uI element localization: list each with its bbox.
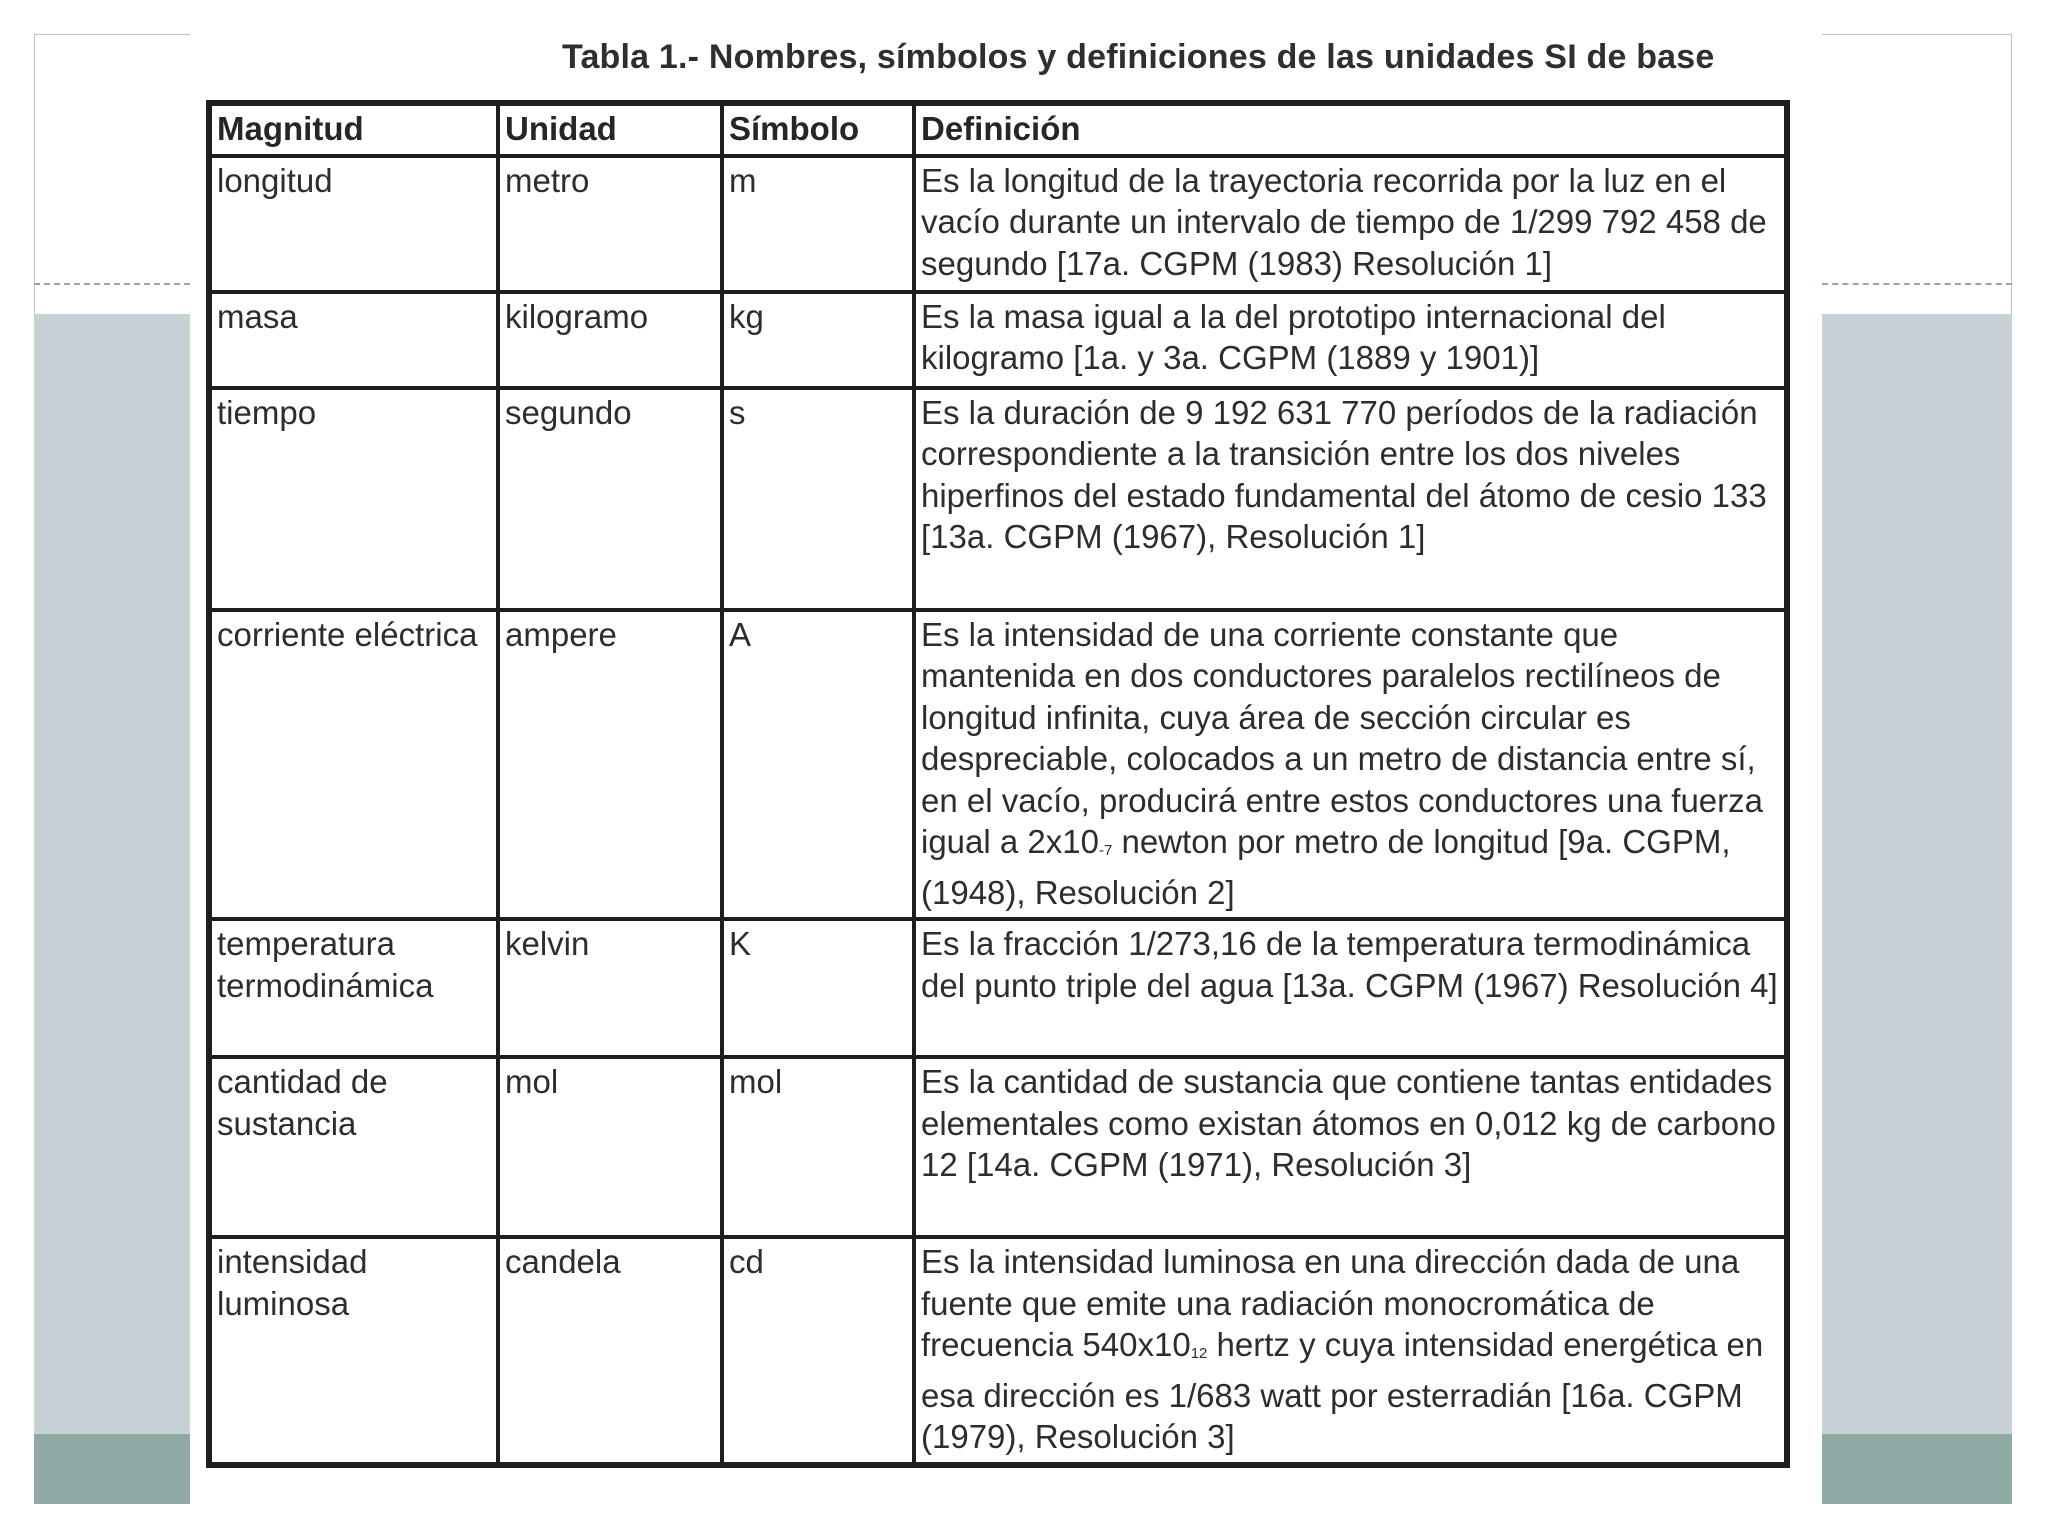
cell-unidad: segundo	[498, 388, 722, 610]
cell-definicion: Es la fracción 1/273,16 de la temperatura termodinámica del punto triple del agua [13a. CGPM (1967) Resolución 4]	[914, 919, 1787, 1057]
cell-unidad: metro	[498, 156, 722, 292]
exponent: 12	[1190, 1345, 1208, 1362]
cell-magnitud: intensidad luminosa	[209, 1237, 498, 1465]
exponent: -7	[1098, 842, 1113, 859]
table-row	[209, 919, 1787, 1057]
definicion-text: Es la intensidad luminosa en una dirección dada de una fuente que emite una radiación monocromática de frecuencia 540x10	[921, 1243, 1740, 1363]
table-header-row	[209, 103, 1787, 156]
cell-definicion	[914, 610, 1787, 920]
dashed-divider-left	[34, 283, 190, 285]
cell-magnitud: tiempo	[209, 388, 498, 610]
cell-simbolo: s	[722, 388, 914, 610]
si-units-table	[206, 100, 1790, 1468]
definicion-text-cont: newton por metro de longitud [9a. CGPM, (1948), Resolución 2]	[921, 823, 1731, 911]
cell-simbolo: kg	[722, 292, 914, 388]
header-definicion: Definición	[914, 103, 1787, 156]
table-row	[209, 292, 1787, 388]
table-image	[190, 20, 1822, 1520]
dashed-divider-right	[1822, 283, 2012, 285]
cell-simbolo: A	[722, 610, 914, 920]
header-simbolo: Símbolo	[722, 103, 914, 156]
cell-simbolo: mol	[722, 1057, 914, 1237]
cell-simbolo: m	[722, 156, 914, 292]
table-row	[209, 1057, 1787, 1237]
header-magnitud: Magnitud	[209, 103, 498, 156]
cell-definicion	[914, 1237, 1787, 1465]
definicion-text: Es la intensidad de una corriente constante que mantenida en dos conductores paralelos rectilíneos de longitud infinita, cuya área de sección circular es despreciable, colocados a un metro de distancia entre sí, en el vacío, producirá entre estos conductores una fuerza igual a 2x10	[921, 615, 1763, 860]
cell-unidad: mol	[498, 1057, 722, 1237]
cell-unidad: ampere	[498, 610, 722, 920]
cell-magnitud: longitud	[209, 156, 498, 292]
definicion-text-cont: hertz y cuya intensidad energética en esa dirección es 1/683 watt por esterradián [16a. CGPM (1979), Resolución 3]	[921, 1326, 1764, 1455]
table-row	[209, 388, 1787, 610]
cell-unidad: kelvin	[498, 919, 722, 1057]
cell-definicion: Es la duración de 9 192 631 770 períodos de la radiación correspondiente a la transición entre los dos niveles hiperfinos del estado fundamental del átomo de cesio 133 [13a. CGPM (1967), Resolución 1]	[914, 388, 1787, 610]
cell-magnitud: temperatura termodinámica	[209, 919, 498, 1057]
table-row	[209, 1237, 1787, 1465]
cell-magnitud: cantidad de sustancia	[209, 1057, 498, 1237]
cell-simbolo: K	[722, 919, 914, 1057]
table-row	[209, 610, 1787, 920]
cell-definicion: Es la masa igual a la del prototipo internacional del kilogramo [1a. y 3a. CGPM (1889 y 1901)]	[914, 292, 1787, 388]
header-unidad: Unidad	[498, 103, 722, 156]
table-title: Tabla 1.- Nombres, símbolos y definiciones de las unidades SI de base	[562, 38, 1715, 76]
cell-unidad: candela	[498, 1237, 722, 1465]
cell-simbolo: cd	[722, 1237, 914, 1465]
cell-unidad: kilogramo	[498, 292, 722, 388]
cell-magnitud: corriente eléctrica	[209, 610, 498, 920]
table-row	[209, 156, 1787, 292]
cell-definicion: Es la longitud de la trayectoria recorrida por la luz en el vacío durante un intervalo de tiempo de 1/299 792 458 de segundo [17a. CGPM (1983) Resolución 1]	[914, 156, 1787, 292]
cell-magnitud: masa	[209, 292, 498, 388]
cell-definicion: Es la cantidad de sustancia que contiene tantas entidades elementales como existan átomos en 0,012 kg de carbono 12 [14a. CGPM (1971), Resolución 3]	[914, 1057, 1787, 1237]
